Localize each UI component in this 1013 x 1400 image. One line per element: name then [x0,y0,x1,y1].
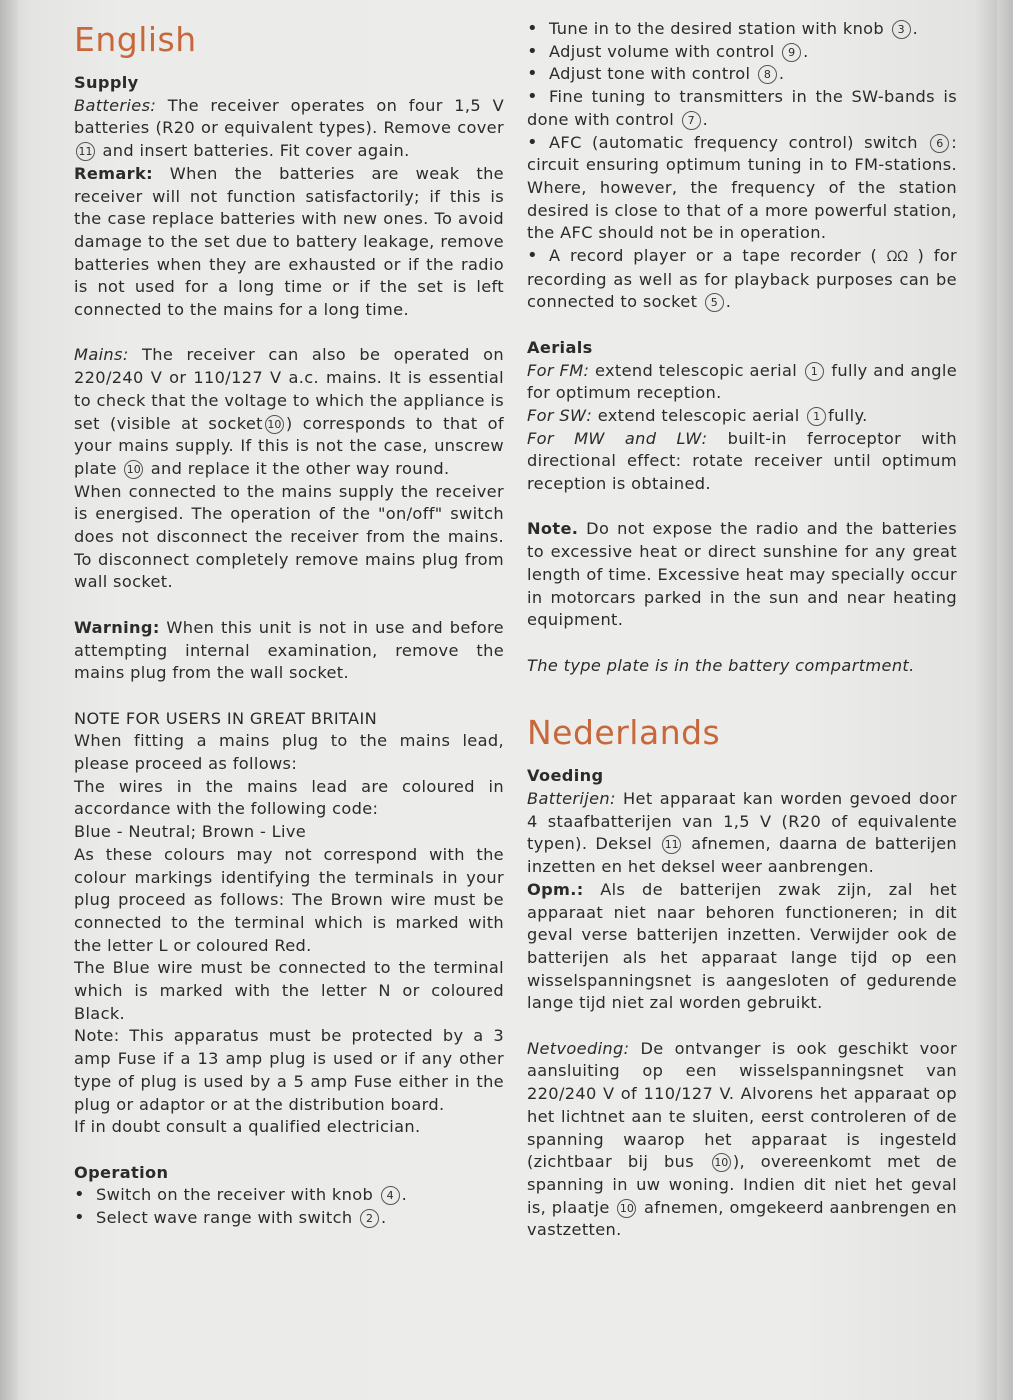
page-fold-left [0,0,18,1400]
english-column-right [527,18,957,1242]
list-item: • Adjust tone with control 8 . [527,63,957,86]
aerial-sw [527,405,957,428]
list-item: • A record player or a tape recorder ( ᘯᘯ ) for recording as well as for playback purposes can be connected to socket 5 . [527,245,958,312]
ref-number-circle: 1 [805,362,824,381]
ref-number-circle: 6 [930,134,949,153]
mwlw-label: For MW and LW: [527,428,708,448]
ref-number-circle: 11 [76,142,95,161]
ref-number-circle: 5 [705,293,724,312]
op-7-text-2: : circuit ensuring optimum tuning in to FM-stations. Where, however, the frequency of the station desired is close to that of a more powerful station, the AFC should not be in operation. [527,132,957,243]
supply-heading: Supply [74,73,139,92]
mains-text-3: and replace it the other way round. [150,458,450,478]
english-title: English [74,20,197,59]
op-8-text-1: A record player or a tape recorder ( [549,246,878,266]
batterijen-text-2: afnemen, daarna de batterijen inzetten en het deksel weer aanbrengen. [527,834,957,877]
typeplate-note: The type plate is in the battery compartment. [527,655,915,675]
list-item: • Switch on the receiver with knob 4 . [74,1184,504,1207]
fm-label: For FM: [527,360,590,380]
ref-number-circle: 11 [662,835,681,854]
sw-label: For SW: [527,405,593,425]
list-item: • AFC (automatic frequency control) switch 6 : circuit ensuring optimum tuning in to FM-stations. Where, however, the frequency of the station desired is close to that of a more powerful station, the AFC should not be in operation. [527,131,957,243]
page-fold-right [997,0,1013,1400]
batterijen-label: Batterijen: [527,789,616,809]
ref-number-circle: 2 [360,1209,379,1228]
op-6-text: Fine tuning to transmitters in the SW-bands is done with control [527,87,957,129]
mains-text-1: The receiver can also be operated on 220/240 V or 110/127 V a.c. mains. It is essential to check that the voltage to which the appliance is set (visible at socket [74,345,504,433]
sw-text-1: extend telescopic aerial [597,405,800,425]
batteries-paragraph [74,95,504,163]
sw-text-2: fully. [828,405,868,425]
batterijen-text-1: Het apparaat kan worden gevoed door 4 staafbatterijen van 1,5 V (R20 of equivalente typen). Deksel [527,789,958,854]
gb-text-2: The wires in the mains lead are coloured in accordance with the following code: [74,776,504,819]
mains-disconnect-paragraph: When connected to the mains supply the receiver is energised. The operation of the "on/off" switch does not disconnect the receiver from the mains. To disconnect completely remove mains plug from wall socket. [74,481,504,592]
ref-number-circle: 3 [892,20,911,39]
op-7-text-1: AFC (automatic frequency control) switch [549,132,918,152]
note-paragraph [527,518,957,632]
aerial-mwlw [527,428,957,496]
op-5-text: Adjust tone with control [549,64,751,84]
op-3-text: Tune in to the desired station with knob [549,19,885,38]
gb-text-5: The Blue wire must be connected to the terminal which is marked with the letter N or coloured Black. [74,958,504,1023]
op-2-text: Select wave range with switch [96,1208,353,1228]
net-text-2: ), overeenkomt met de spanning in uw woning. Indien dit niet het geval is, plaatje [527,1152,957,1217]
netvoeding-paragraph [527,1038,957,1242]
english-column-left [74,18,504,1230]
list-item: • Select wave range with switch 2 . [74,1207,504,1230]
ref-number-circle: 1 [807,407,826,426]
ref-number-circle: 7 [682,111,701,130]
ref-number-circle: 10 [617,1199,636,1218]
netvoeding-label: Netvoeding: [527,1038,630,1058]
ref-number-circle: 8 [758,65,777,84]
gb-text-4: As these colours may not correspond with the colour markings identifying the terminals in your plug proceed as follows: The Brown wire must be connected to the terminal which is marked with the letter L or coloured Red. [74,844,504,955]
warning-paragraph [74,617,504,685]
net-text-3: afnemen, omgekeerd aanbrengen en vastzetten. [527,1197,958,1240]
mains-label: Mains: [74,345,129,365]
note-text: Do not expose the radio and the batteries to excessive heat or direct sunshine for any great length of time. Excessive heat may specially occur in motorcars parked in the sun and near heating equipment. [527,519,957,630]
gb-text-6: Note: This apparatus must be protected by a 3 amp Fuse if a 13 amp plug is used or if any other type of plug is used by a 5 amp Fuse either in the plug or adaptor or at the distribution board. [74,1026,504,1114]
ref-number-circle: 9 [782,43,801,62]
operation-heading: Operation [74,1162,169,1182]
batterijen-paragraph [527,788,957,879]
net-text-1: De ontvanger is ook geschikt voor aansluiting op een wisselspanningsnet van 220/240 V of 110/127 V. Alvorens het apparaat op het lichtnet aan te sluiten, eerst controleren of de spanning waarop het apparaat is ingesteld (zichtbaar bij bus [527,1038,958,1172]
gb-heading: NOTE FOR USERS IN GREAT BRITAIN [74,708,378,728]
list-item: • Fine tuning to transmitters in the SW-bands is done with control 7 . [527,86,957,129]
gb-text-7: If in doubt consult a qualified electrician. [74,1117,421,1137]
gb-text-1: When fitting a mains plug to the mains lead, please proceed as follows: [74,731,504,774]
note-label: Note. [527,519,579,539]
mwlw-text: built-in ferroceptor with directional effect: rotate receiver until optimum reception is obtained. [527,428,957,494]
warning-label: Warning: [74,617,160,637]
remark-label: Remark: [74,163,153,183]
aerials-heading: Aerials [527,337,593,357]
op-4-text: Adjust volume with control [549,41,775,61]
ref-number-circle: 4 [381,1186,400,1205]
ref-number-circle: 10 [265,415,284,434]
aerial-fm [527,360,957,405]
opm-paragraph [527,879,957,1015]
fm-text-1: extend telescopic aerial [594,360,798,380]
opm-label: Opm.: [527,879,584,899]
mains-text-2: ) corresponds to that of your mains supply. If this is not the case, unscrew plate [74,413,504,478]
gb-text-3: Blue - Neutral; Brown - Live [74,822,307,842]
ref-number-circle: 10 [712,1153,731,1172]
mains-paragraph [74,344,504,480]
batteries-text-2: and insert batteries. Fit cover again. [102,141,410,161]
fm-text-2: fully and angle for optimum reception. [527,360,957,403]
warning-text: When this unit is not in use and before attempting internal examination, remove the mains plug from the wall socket. [74,617,504,683]
opm-text: Als de batterijen zwak zijn, zal het apparaat niet naar behoren functioneren; in dit geval verse batterijen inzetten. Verwijder ook de batterijen als het apparaat lange tijd op een wisselspanningsnet is aangesloten of gedurende lange tijd niet zal worden gebruikt. [527,879,957,1013]
tape-recorder-icon: ᘯᘯ [886,249,908,266]
dutch-title: Nederlands [527,713,721,753]
remark-paragraph [74,163,504,322]
batteries-text-1: The receiver operates on four 1,5 V batteries (R20 or equivalent types). Remove cover [74,95,504,138]
remark-text: When the batteries are weak the receiver will not function satisfactorily; if this is the case replace batteries with new ones. To avoid damage to the set due to battery leakage, remove batteries when they are exhausted or if the radio is not used for a long time or if the set is left connected to the mains for a long time. [74,163,504,320]
voeding-heading: Voeding [527,766,604,786]
op-1-text: Switch on the receiver with knob [96,1185,374,1205]
ref-number-circle: 10 [124,460,143,479]
list-item: • Tune in to the desired station with knob 3 . [527,18,957,41]
op-8-text-2: ) for recording as well as for playback purposes can be connected to socket [527,246,958,312]
batteries-label: Batteries: [74,95,157,115]
list-item: • Adjust volume with control 9 . [527,41,957,64]
